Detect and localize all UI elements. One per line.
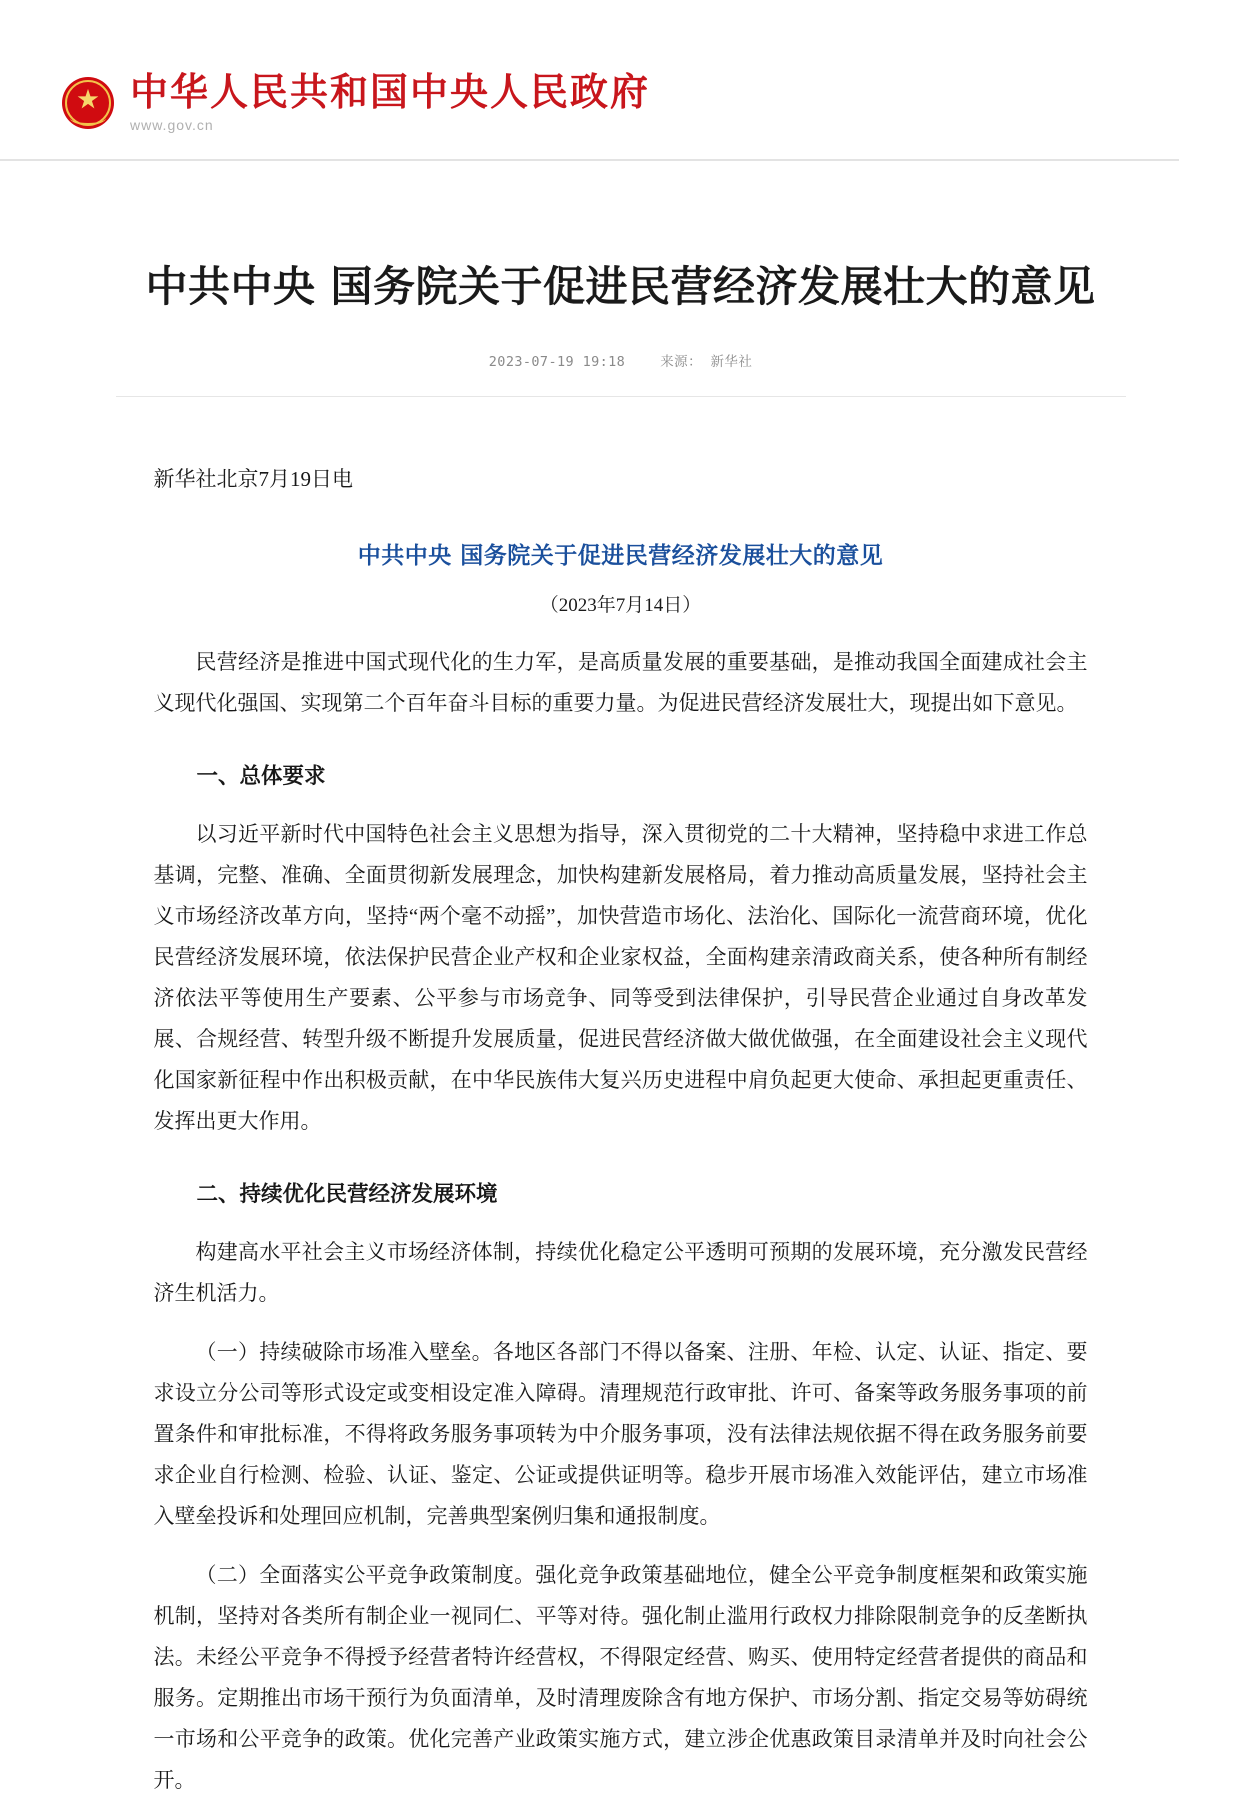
dateline: 新华社北京7月19日电 xyxy=(153,466,353,491)
section-heading-one: 一、总体要求 xyxy=(196,763,326,789)
item-paragraph-one: （一）持续破除市场准入壁垒。各地区各部门不得以备案、注册、年检、认定、认证、指定、要求设立分公司等形式设定或变相设定准入障碍。清理规范行政审批、许可、备案等政务服务事项的前置条件和审批标准，不得将政务服务事项转为中介服务事项，没有法律法规依据不得在政务服务前要求企业自行检测、检验、认证、鉴定、公证或提供证明等。稳步开展市场准入效能评估，建立市场准入壁垒投诉和处理回应机制，完善典型案例归集和通报制度。 xyxy=(153,1340,1088,1529)
national-emblem-icon: ★ xyxy=(62,77,114,129)
site-header xyxy=(0,0,1179,161)
page-title: 中共中央 国务院关于促进民营经济发展壮大的意见 xyxy=(145,262,1096,312)
source-label: 来源： xyxy=(660,353,702,370)
article-container xyxy=(116,161,1126,1801)
article-meta xyxy=(116,350,1126,370)
lead-paragraph: 民营经济是推进中国式现代化的生力军，是高质量发展的重要基础，是推动我国全面建成社会主义现代化强国、实现第二个百年奋斗目标的重要力量。为促进民营经济发展壮大，现提出如下意见。 xyxy=(153,649,1088,715)
section-heading-two: 二、持续优化民营经济发展环境 xyxy=(196,1181,498,1207)
article-body xyxy=(116,459,1126,1801)
meta-divider xyxy=(116,396,1126,397)
section-two-paragraph: 构建高水平社会主义市场经济体制，持续优化稳定公平透明可预期的发展环境，充分激发民营经济生机活力。 xyxy=(153,1240,1088,1306)
brand-title: 中华人民共和国中央人民政府 xyxy=(130,70,651,114)
section-one-paragraph: 以习近平新时代中国特色社会主义思想为指导，深入贯彻党的二十大精神，坚持稳中求进工作总基调，完整、准确、全面贯彻新发展理念，加快构建新发展格局，着力推动高质量发展，坚持社会主义市场经济改革方向，坚持“两个毫不动摇”，加快营造市场化、法治化、国际化一流营商环境，优化民营经济发展环境，依法保护民营企业产权和企业家权益，全面构建亲清政商关系，使各种所有制经济依法平等使用生产要素、公平参与市场竞争、同等受到法律保护，引导民营企业通过自身改革发展、合规经营、转型升级不断提升发展质量，促进民营经济做大做优做强，在全面建设社会主义现代化国家新征程中作出积极贡献，在中华民族伟大复兴历史进程中肩负起更大使命、承担起更重责任、发挥出更大作用。 xyxy=(153,822,1088,1133)
site-brand[interactable] xyxy=(62,72,1179,133)
inner-document-title: 中共中央 国务院关于促进民营经济发展壮大的意见 xyxy=(357,542,884,569)
publish-datetime: 2023-07-19 19:18 xyxy=(488,353,626,370)
brand-domain: www.gov.cn xyxy=(130,117,214,134)
item-paragraph-two: （二）全面落实公平竞争政策制度。强化竞争政策基础地位，健全公平竞争制度框架和政策实施机制，坚持对各类所有制企业一视同仁、平等对待。强化制止滥用行政权力排除限制竞争的反垄断执法。未经公平竞争不得授予经营者特许经营权，不得限定经营、购买、使用特定经营者提供的商品和服务。定期推出市场干预行为负面清单，及时清理废除含有地方保护、市场分割、指定交易等妨碍统一市场和公平竞争的政策。优化完善产业政策实施方式，建立涉企优惠政策目录清单并及时向社会公开。 xyxy=(153,1562,1088,1792)
inner-document-date: （2023年7月14日） xyxy=(539,594,702,616)
source-value[interactable]: 新华社 xyxy=(710,353,753,370)
